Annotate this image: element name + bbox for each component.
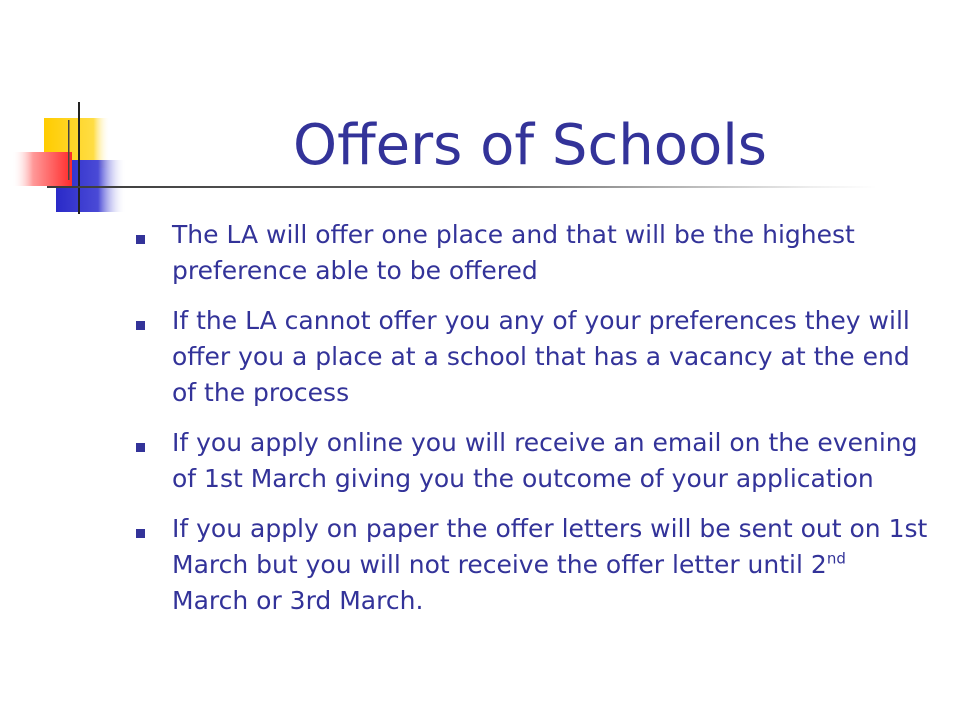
- bullet-item: [136, 511, 936, 619]
- square-bullet-icon: [136, 529, 145, 538]
- bullet-text: The LA will offer one place and that will be the highest preference able to be offered: [172, 220, 855, 285]
- title-underline: [47, 186, 877, 188]
- bullet-text: If the LA cannot offer you any of your preferences they will offer you a place at a school that has a vacancy at the end of the process: [172, 306, 910, 407]
- square-bullet-icon: [136, 235, 145, 244]
- bullet-text-before-superscript: If you apply on paper the offer letters will be sent out on 1st March but you will not receive the offer letter until 2: [172, 514, 928, 579]
- bullet-text-after-superscript: March or 3rd March.: [172, 550, 862, 615]
- ordinal-superscript: nd: [826, 549, 846, 568]
- bullet-item: [136, 425, 936, 497]
- bullet-text: If you apply online you will receive an email on the evening of 1st March giving you the outcome of your application: [172, 428, 918, 493]
- square-bullet-icon: [136, 443, 145, 452]
- bullet-item: [136, 217, 936, 289]
- bullet-list: [136, 217, 936, 633]
- slide-title: Offers of Schools: [293, 113, 767, 178]
- corner-decoration-graphic: [0, 0, 140, 230]
- square-bullet-icon: [136, 321, 145, 330]
- bullet-item: [136, 303, 936, 411]
